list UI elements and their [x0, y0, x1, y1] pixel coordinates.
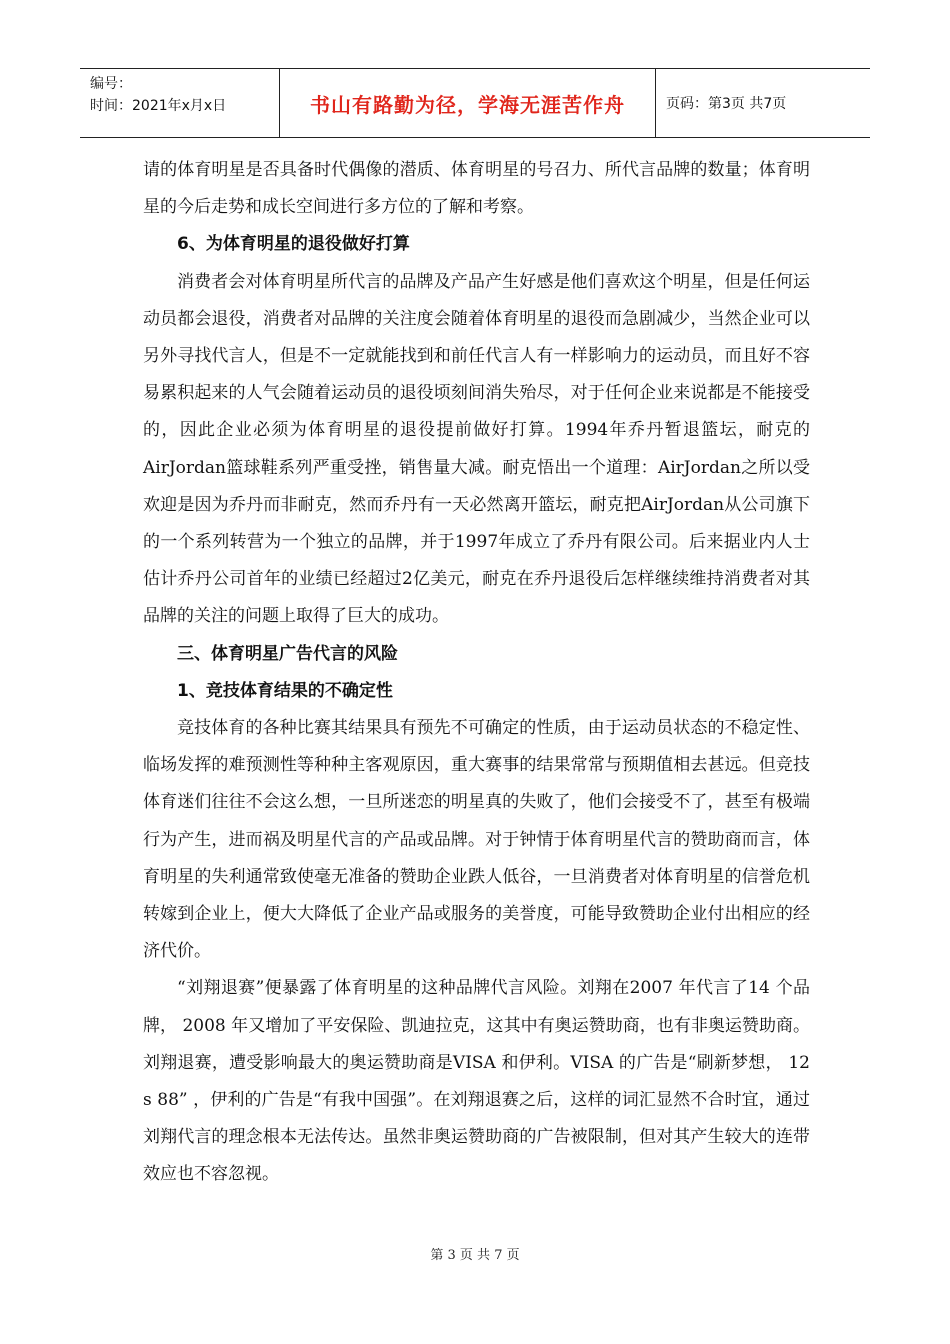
page-footer: 第 3 页 共 7 页 [430, 1248, 520, 1263]
document-number-label: 编号： [90, 76, 132, 92]
heading-uncertainty: 1、竞技体育结果的不确定性 [177, 680, 393, 701]
document-body [143, 152, 810, 1194]
header-page-code: 页码：第3页 共7页 [666, 96, 787, 112]
document-time-label: 时间：2021年x月x日 [90, 98, 227, 114]
page-header [80, 68, 870, 138]
paragraph-2: 消费者会对体育明星所代言的品牌及产品产生好感是他们喜欢这个明星，但是任何运动员都会退役，消费者对品牌的关注度会随着体育明星的退役而急剧减少，当然企业可以另外寻找代言人，但是不一定就能找到和前任代言人有一样影响力的运动员，而且好不容易累积起来的人气会随着运动员的退役顷刻间消失殆尽，对于任何企业来说都是不能接受的，因此企业必须为体育明星的退役提前做好打算。1994年乔丹暂退篮坛，耐克的AirJordan篮球鞋系列严重受挫，销售量大减。耐克悟出一个道理：AirJordan之所以受欢迎是因为乔丹而非耐克，然而乔丹有一天必然离开篮坛，耐克把AirJordan从公司旗下的一个系列转营为一个独立的品牌，并于1997年成立了乔丹有限公司。后来据业内人士估计乔丹公司首年的业绩已经超过2亿美元，耐克在乔丹退役后怎样继续维持消费者对其品牌的关注的问题上取得了巨大的成功。 [143, 271, 810, 627]
heading-retirement-plan: 6、为体育明星的退役做好打算 [177, 234, 410, 255]
paragraph-3: 竞技体育的各种比赛其结果具有预先不可确定的性质，由于运动员状态的不稳定性、临场发挥的难预测性等种种主客观原因，重大赛事的结果常常与预期值相去甚远。但竞技体育迷们往往不会这么想，一旦所迷恋的明星真的失败了，他们会接受不了，甚至有极端行为产生，进而祸及明星代言的产品或品牌。对于钟情于体育明星代言的赞助商而言，体育明星的失利通常致使毫无准备的赞助企业跌人低谷，一旦消费者对体育明星的信誉危机转嫁到企业上，便大大降低了企业产品或服务的美誉度，可能导致赞助企业付出相应的经济代价。 [143, 718, 810, 962]
heading-endorsement-risk: 三、体育明星广告代言的风险 [177, 643, 398, 664]
paragraph-4: “刘翔退赛”便暴露了体育明星的这种品牌代言风险。刘翔在2007 年代言了14 个品牌， 2008 年又增加了平安保险、凯迪拉克，这其中有奥运赞助商，也有非奥运赞助商。刘翔退赛，遭受影响最大的奥运赞助商是VISA 和伊利。VISA 的广告是“刷新梦想， 12 s 88” ，伊利的广告是“有我中国强”。在刘翔退赛之后，这样的词汇显然不合时宜，通过刘翔代言的理念根本无法传达。虽然非奥运赞助商的广告被限制，但对其产生较大的连带效应也不容忽视。 [143, 978, 810, 1185]
paragraph-1: 请的体育明星是否具备时代偶像的潜质、体育明星的号召力、所代言品牌的数量；体育明星的今后走势和成长空间进行多方位的了解和考察。 [143, 160, 810, 218]
header-meta [80, 69, 280, 137]
header-motto: 书山有路勤为径，学海无涯苦作舟 [280, 69, 656, 137]
